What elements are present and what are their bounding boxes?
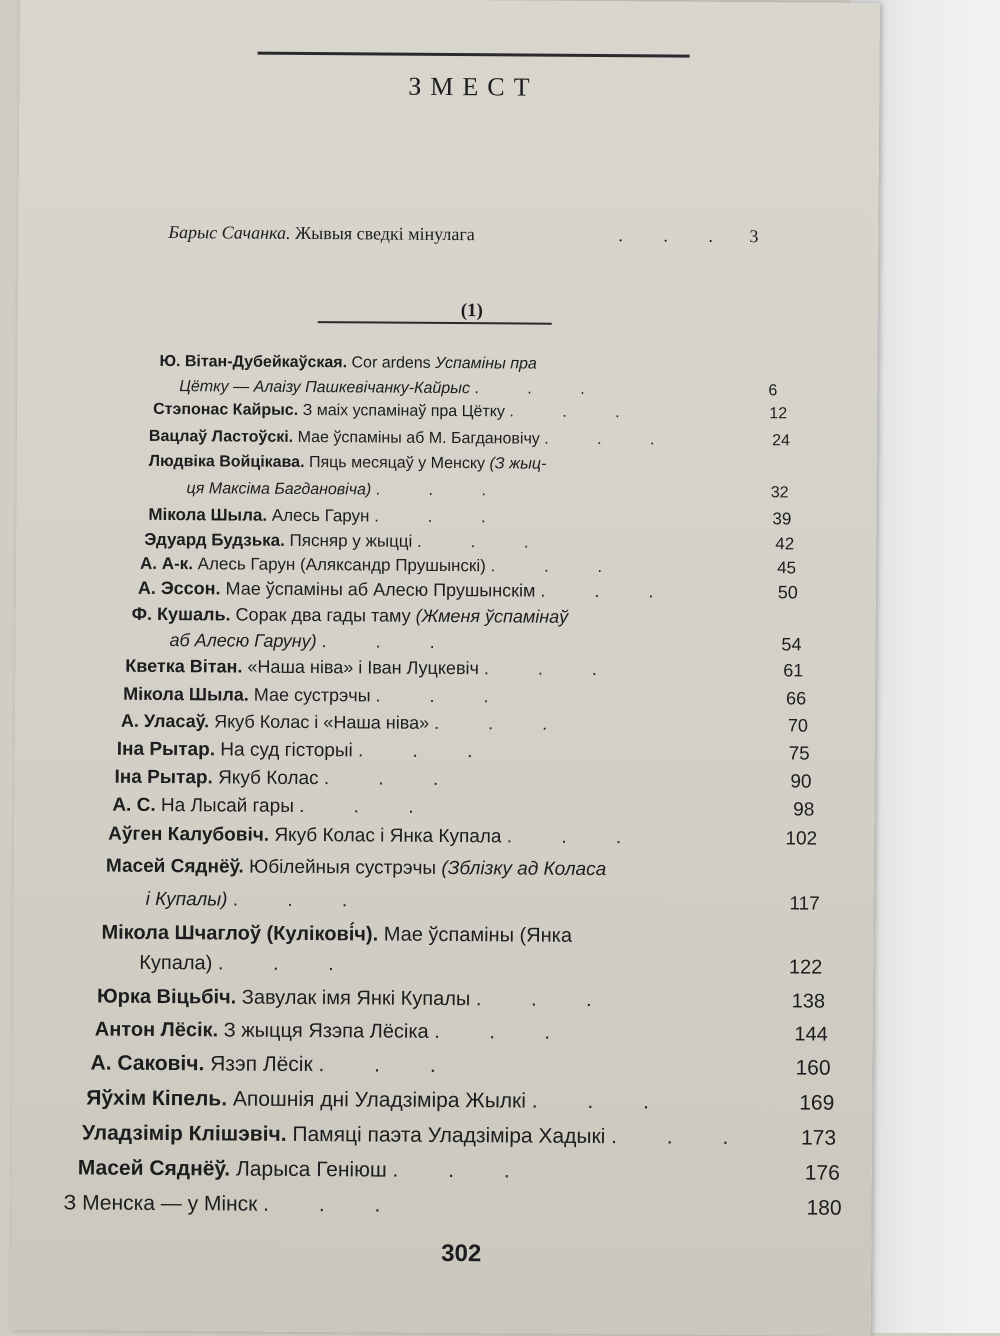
toc-entry <box>144 530 551 553</box>
toc-entry <box>95 1019 572 1045</box>
toc-author: А. Саковіч. <box>90 1051 211 1076</box>
toc-entry <box>138 578 676 603</box>
toc-entry <box>82 1121 750 1150</box>
toc-author: Уладзімір Клішэвіч. <box>82 1121 293 1146</box>
toc-author: Яўхім Кіпель. <box>86 1086 233 1111</box>
toc-entry <box>90 1052 457 1079</box>
toc-page-number: 12 <box>769 405 788 423</box>
toc-page-number: 54 <box>781 634 802 655</box>
leader-dots: . . . <box>392 1158 532 1183</box>
leader-dots: . . . <box>475 988 614 1012</box>
toc-page-number: 39 <box>772 509 792 529</box>
leader-dots: . . . <box>490 556 625 577</box>
toc-entry <box>139 952 356 977</box>
toc-title: Cor ardens <box>351 354 436 372</box>
toc-page-number: 160 <box>795 1056 831 1080</box>
toc-page-number: 66 <box>786 688 807 709</box>
toc-author: А. Эссон. <box>137 577 226 599</box>
toc-entry <box>132 604 569 628</box>
toc-page-number: 117 <box>789 893 820 915</box>
toc-title: Мае сустрэчы <box>253 684 376 706</box>
toc-author: Мікола Шыла. <box>148 504 272 525</box>
toc-author: Іна Рытар. <box>116 738 221 761</box>
intro-author: Барыс Сачанка. <box>168 222 291 243</box>
toc-entry <box>149 428 677 450</box>
toc-author: Кветка Вітан. <box>125 655 248 677</box>
leader-dots: . . . <box>299 795 436 818</box>
toc-title: Якуб Колас і Янка Купала <box>274 824 507 848</box>
leader-dots: . . . <box>434 1020 573 1044</box>
leader-dots: . . . <box>375 685 511 707</box>
leader-dots: . . . <box>232 889 370 912</box>
toc-page-number: 176 <box>804 1161 840 1185</box>
leader-dots: . . . <box>611 1125 751 1150</box>
toc-page-number: 90 <box>790 771 812 793</box>
leader-dots: . . . <box>374 506 508 527</box>
toc-author: Масей Сяднёў. <box>105 855 250 878</box>
leader-dots: . . . <box>474 380 607 399</box>
toc-title: Якуб Колас <box>218 767 324 790</box>
toc-page-number: 42 <box>775 534 795 554</box>
toc-title: Юбілейныя сустрэчы <box>248 856 442 879</box>
toc-title: Пясняр у жыцці <box>289 530 418 551</box>
toc-entry <box>121 711 569 735</box>
toc-entry <box>97 986 614 1013</box>
toc-title: На суд гісторыі <box>220 739 359 762</box>
toc-entry <box>153 401 642 422</box>
toc-author: А. С. <box>112 794 162 817</box>
section-number: (1) <box>460 300 483 322</box>
toc-entry <box>123 684 511 708</box>
toc-entry <box>125 656 619 680</box>
toc-subtitle: аб Алесю Гаруну) <box>169 630 322 652</box>
toc-page-number: 173 <box>800 1126 837 1150</box>
toc-author: Антон Лёсік. <box>94 1018 224 1042</box>
leader-dots: . . . <box>531 1089 672 1114</box>
toc-author: Іна Рытар. <box>114 766 219 789</box>
leader-dots: . . . <box>540 580 676 602</box>
toc-subtitle: (Жменя ўспамінаў <box>415 605 569 627</box>
toc-page-number: 75 <box>788 743 810 765</box>
toc-page-number: 70 <box>787 715 809 736</box>
toc-subtitle: Успаміны пра <box>435 354 537 373</box>
toc-entry <box>64 1191 403 1217</box>
leader-dots: . . . <box>618 225 731 246</box>
toc-page-number: 138 <box>791 990 826 1013</box>
toc-title: Мае ўспаміны аб Алесю Прушынскім <box>225 578 541 601</box>
leader-dots: . . . <box>263 1192 403 1217</box>
toc-subtitle: (З жыц- <box>489 455 547 473</box>
toc-author: Аўген Калубовіч. <box>108 823 275 846</box>
toc-subtitle: (Зблізку ад Коласа <box>441 857 607 881</box>
toc-author: Юрка Віцьбіч. <box>96 985 242 1009</box>
toc-title: «Наша ніва» і Іван Луцкевіч <box>247 656 484 679</box>
page-number: 302 <box>441 1239 482 1268</box>
toc-entry <box>114 767 460 791</box>
toc-entry <box>106 856 606 881</box>
toc-page-number: 98 <box>793 799 815 821</box>
toc-author: Мікола Шыла. <box>123 683 254 705</box>
toc-title: Апошнія дні Уладзіміра Жылкі <box>232 1087 532 1113</box>
toc-title: Мае ўспаміны аб М. Багдановічу <box>297 428 545 448</box>
leader-dots: . . . <box>509 403 642 422</box>
toc-entry <box>148 505 508 528</box>
toc-page-number: 6 <box>768 382 778 400</box>
toc-author: А. А-к. <box>139 553 198 574</box>
leader-dots: . . . <box>375 481 508 500</box>
leader-dots: . . . <box>434 712 570 734</box>
intro-page: 3 <box>749 226 759 247</box>
toc-list <box>11 0 880 1336</box>
toc-entry <box>86 1086 671 1114</box>
toc-entry <box>112 795 435 819</box>
toc-title: Алесь Гарун (Аляксандр Прушынскі) <box>197 554 491 576</box>
toc-entry <box>78 1156 532 1183</box>
leader-dots: . . . <box>321 631 457 653</box>
toc-entry <box>146 889 370 913</box>
toc-author: Вацлаў Ластоўскі. <box>148 427 298 446</box>
toc-author: Масей Сяднёў. <box>77 1156 237 1181</box>
toc-entry <box>149 453 547 474</box>
leader-dots: . . . <box>544 430 677 449</box>
toc-entry <box>159 353 537 374</box>
toc-title: Купала) <box>139 951 218 975</box>
leader-dots: . . . <box>217 952 356 976</box>
toc-author: Стэпонас Кайрыс. <box>153 400 303 419</box>
toc-title: На Лысай гары <box>160 795 300 817</box>
leader-dots: . . . <box>318 1053 458 1078</box>
toc-entry <box>169 630 456 653</box>
toc-author: Мікола Шчаглоў (Кулікові́ч). <box>101 921 384 946</box>
toc-title: З жыцця Язэпа Лёсіка <box>223 1019 435 1043</box>
toc-page-number: 45 <box>777 558 797 578</box>
toc-page-number: 102 <box>785 828 818 850</box>
toc-author: Эдуард Будзька. <box>144 529 290 550</box>
toc-author: Людвіка Войцікава. <box>148 452 310 472</box>
leader-dots: . . . <box>357 740 495 763</box>
toc-page-number: 50 <box>777 582 798 603</box>
toc-subtitle: ця Максіма Багдановіча) <box>186 480 376 499</box>
book-page <box>11 0 880 1336</box>
toc-page-number: 61 <box>783 660 804 681</box>
toc-page-number: 24 <box>772 432 790 450</box>
toc-title: Язэп Лёсік <box>210 1052 319 1077</box>
toc-subtitle: Цётку — Алаізу Пашкевічанку-Кайрыс <box>179 378 475 398</box>
toc-page-number: 32 <box>770 484 789 502</box>
toc-author: Ю. Вітан-Дубейкаўская. <box>159 352 352 372</box>
leader-dots: . . . <box>417 531 551 552</box>
leader-dots: . . . <box>483 658 620 680</box>
page-title: ЗМЕСТ <box>408 71 539 102</box>
toc-title: З маіх успамінаў пра Цётку <box>302 401 510 421</box>
toc-entry <box>117 739 495 764</box>
toc-entry <box>108 824 643 850</box>
toc-title: Мае ўспаміны (Янка <box>383 923 573 947</box>
toc-entry <box>179 378 607 399</box>
toc-title: Сорак два гады таму <box>235 604 416 626</box>
toc-title: Памяці паэта Уладзіміра Хадыкі <box>292 1122 612 1149</box>
toc-title: З Менска — у Мінск <box>63 1191 264 1216</box>
toc-title: Якуб Колас і «Наша ніва» <box>214 711 435 733</box>
toc-entry <box>101 922 572 948</box>
leader-dots: . . . <box>506 826 644 849</box>
toc-title: Завулак імя Янкі Купалы <box>241 986 476 1011</box>
toc-entry <box>140 554 624 577</box>
toc-title: Ларыса Геніюш <box>235 1157 393 1182</box>
toc-entry <box>187 480 508 500</box>
toc-page-number: 144 <box>794 1023 828 1046</box>
toc-page-number: 180 <box>806 1196 842 1220</box>
toc-subtitle: і Купалы) <box>145 888 233 911</box>
toc-title: Алесь Гарун <box>271 505 375 526</box>
leader-dots: . . . <box>323 768 461 791</box>
intro-title: Жывыя сведкі мінулага <box>294 222 475 245</box>
toc-author: Ф. Кушаль. <box>131 603 236 625</box>
toc-author: А. Уласаў. <box>120 710 215 732</box>
toc-page-number: 169 <box>799 1091 835 1115</box>
toc-page-number: 122 <box>788 956 823 979</box>
toc-title: Пяць месяцаў у Менску <box>308 454 490 473</box>
